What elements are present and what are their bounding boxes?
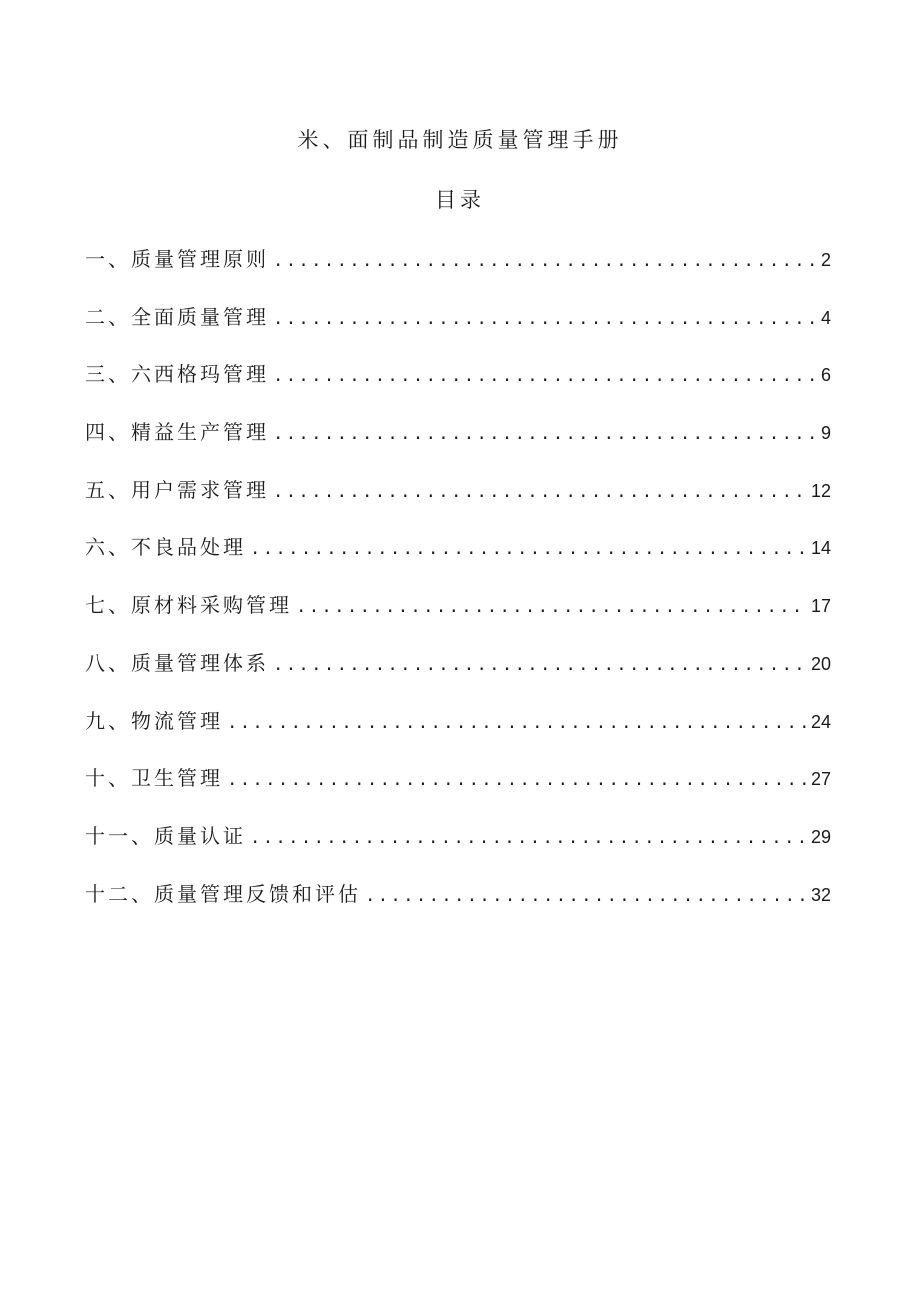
toc-entry-label: 九、物流管理 bbox=[85, 708, 223, 733]
toc-entry-page: 29 bbox=[810, 826, 831, 847]
toc-entry-page: 32 bbox=[810, 884, 831, 905]
toc-dot-leader bbox=[298, 590, 807, 620]
toc-entry-label: 四、精益生产管理 bbox=[85, 420, 269, 445]
toc-entry-label: 八、质量管理体系 bbox=[85, 650, 269, 675]
toc-dot-leader bbox=[252, 821, 807, 851]
toc-entry-label: 七、原材料采购管理 bbox=[85, 593, 292, 618]
toc-entry[interactable] bbox=[85, 763, 831, 821]
toc-entry-page: 24 bbox=[810, 711, 831, 732]
toc-entry[interactable] bbox=[85, 590, 831, 648]
toc-entry-page: 2 bbox=[820, 250, 831, 270]
toc-entry[interactable] bbox=[85, 879, 831, 937]
toc-entry-page: 17 bbox=[810, 596, 831, 617]
toc-entry-label: 二、全面质量管理 bbox=[85, 304, 269, 329]
toc-dot-leader bbox=[252, 532, 807, 562]
toc-entry-label: 五、用户需求管理 bbox=[85, 477, 269, 502]
toc-entry-page: 6 bbox=[820, 365, 831, 386]
toc-dot-leader bbox=[367, 879, 807, 909]
toc-dot-leader bbox=[275, 648, 807, 678]
document-title: 米、面制品制造质量管理手册 bbox=[297, 128, 623, 152]
toc-dot-leader bbox=[229, 706, 807, 736]
toc-entry-page: 9 bbox=[820, 423, 831, 444]
toc-entry-page: 14 bbox=[810, 538, 831, 559]
toc-entry-label: 十、卫生管理 bbox=[85, 766, 223, 791]
toc-entry-page: 4 bbox=[820, 307, 831, 328]
toc-entry-label: 十一、质量认证 bbox=[85, 823, 246, 848]
toc-dot-leader bbox=[229, 763, 807, 793]
toc-entry-page: 20 bbox=[810, 653, 831, 674]
toc-dot-leader bbox=[275, 417, 817, 447]
toc-dot-leader bbox=[275, 475, 807, 505]
toc-entry-label: 十二、质量管理反馈和评估 bbox=[85, 881, 361, 906]
toc-entry[interactable] bbox=[85, 532, 831, 590]
toc-dot-leader bbox=[275, 302, 817, 332]
toc-entry[interactable] bbox=[85, 648, 831, 706]
toc-heading: 目录 bbox=[435, 188, 485, 212]
table-of-contents bbox=[85, 244, 831, 936]
toc-dot-leader bbox=[275, 359, 817, 389]
toc-entry-page: 27 bbox=[810, 769, 831, 790]
toc-entry[interactable] bbox=[85, 302, 831, 360]
toc-entry[interactable] bbox=[85, 706, 831, 764]
toc-dot-leader bbox=[275, 244, 817, 274]
toc-entry[interactable] bbox=[85, 417, 831, 475]
toc-entry-label: 六、不良品处理 bbox=[85, 535, 246, 560]
toc-entry[interactable] bbox=[85, 821, 831, 879]
toc-entry-page: 12 bbox=[810, 480, 831, 501]
toc-entry[interactable] bbox=[85, 359, 831, 417]
toc-entry[interactable] bbox=[85, 244, 831, 302]
toc-entry[interactable] bbox=[85, 475, 831, 533]
toc-entry-label: 三、六西格玛管理 bbox=[85, 362, 269, 387]
toc-entry-label: 一、质量管理原则 bbox=[85, 247, 269, 271]
